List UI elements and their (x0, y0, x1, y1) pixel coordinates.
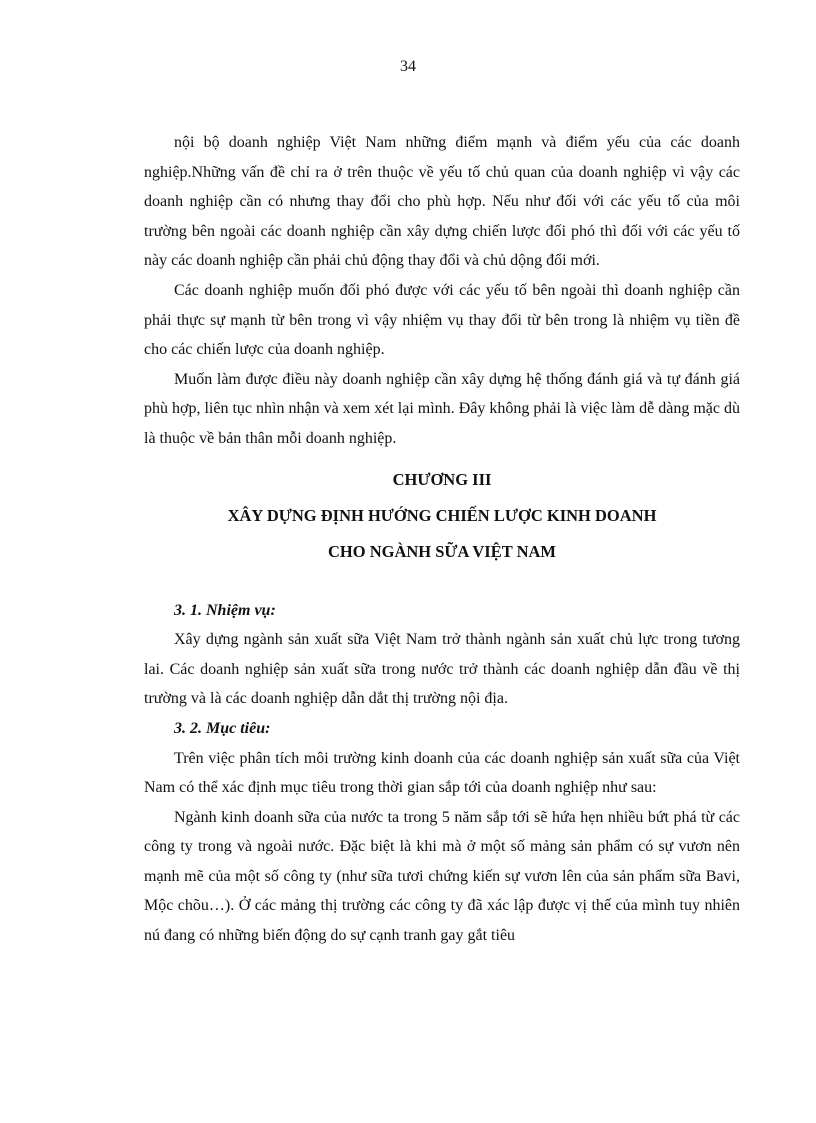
body-paragraph: Các doanh nghiệp muốn đối phó được với các yếu tố bên ngoài thì doanh nghiệp cần phải thực sự mạnh từ bên trong vì vậy nhiệm vụ thay đổi từ bên trong là nhiệm vụ tiền đề cho các chiến lược của doanh nghiệp. (144, 281, 740, 359)
chapter-title-line: XÂY DỰNG ĐỊNH HƯỚNG CHIẾN LƯỢC KINH DOANH (227, 505, 657, 525)
page-number: 34 (400, 58, 416, 75)
chapter-label: CHƯƠNG III (392, 469, 492, 489)
chapter-heading (144, 462, 740, 570)
body-paragraph: Ngành kinh doanh sữa của nước ta trong 5 năm sắp tới sẽ hứa hẹn nhiều bứt phá từ các công ty trong và ngoài nước. Đặc biệt là khi mà ở một số mảng sản phẩm có sự vươn nên mạnh mẽ của một số công ty (như sữa tươi chứng kiến sự vươn lên của sản phẩm sữa Bavi, Mộc chõu…). Ở các mảng thị trường các công ty đã xác lập được vị thế của mình tuy nhiên nú đang có những biến động do sự cạnh tranh gay gắt tiêu (144, 808, 740, 945)
body-paragraph: nội bộ doanh nghiệp Việt Nam những điểm mạnh và điểm yếu của các doanh nghiệp.Những vấn đề chỉ ra ở trên thuộc về yếu tố chủ quan của doanh nghiệp vì vậy các doanh nghiệp cần có nhưng thay đổi cho phù hợp. Nếu như đối với các yếu tố của môi trường bên ngoài các doanh nghiệp cần xây dựng chiến lược đối phó thì đối với các yếu tố này các doanh nghiệp cần phải chủ động thay đổi và chủ dộng đổi mới. (144, 134, 740, 270)
body-paragraph: Xây dựng ngành sản xuất sữa Việt Nam trở thành ngành sản xuất chủ lực trong tương lai. Các doanh nghiệp sản xuất sữa trong nước trở thành các doanh nghiệp dẫn đầu về thị trường và là các doanh nghiệp dẫn dắt thị trường nội địa. (144, 631, 740, 708)
section-heading: 3. 1. Nhiệm vụ: (174, 601, 276, 619)
body-paragraph: Muốn làm được điều này doanh nghiệp cần xây dựng hệ thống đánh giá và tự đánh giá phù hợp, liên tục nhìn nhận và xem xét lại mình. Đây không phải là việc làm dễ dàng mặc dù là thuộc về bản thân mỗi doanh nghiệp. (144, 370, 740, 447)
body-paragraph: Trên việc phân tích môi trường kinh doanh của các doanh nghiệp sản xuất sữa của Việt Nam có thể xác định mục tiêu trong thời gian sắp tới của doanh nghiệp như sau: (144, 749, 740, 797)
chapter-title-line: CHO NGÀNH SỮA VIỆT NAM (328, 541, 556, 561)
page-content (144, 128, 740, 951)
section-heading: 3. 2. Mục tiêu: (174, 719, 271, 737)
